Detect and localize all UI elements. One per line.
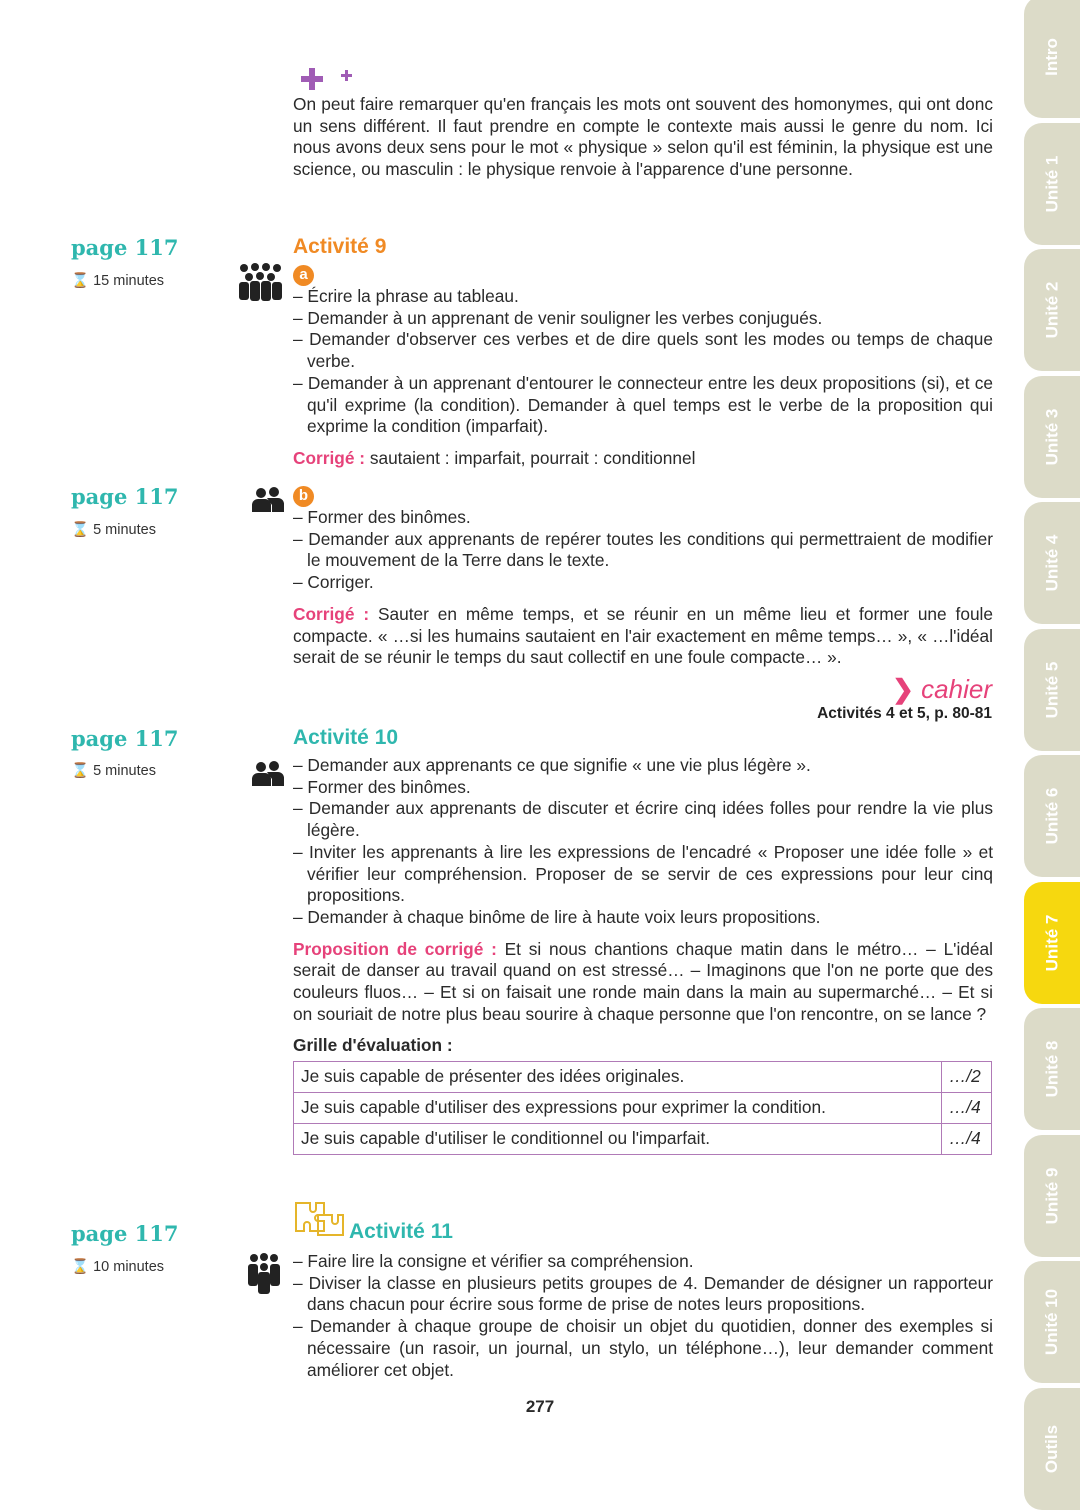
unit-tab[interactable] bbox=[1024, 755, 1080, 877]
class-group-icon bbox=[236, 262, 284, 307]
page-ref: page 117 bbox=[71, 726, 179, 751]
corrige: Corrigé : sautaient : imparfait, pourrait : conditionnel bbox=[293, 447, 696, 468]
corrige: Corrigé : Sauter en même temps, et se réunir en un même lieu et former une foule compacte. « …si les humains sautaient en l'air exactement en même temps… », « …l'idéal serait de se réunir le temps du saut collectif en une foule compacte… ». bbox=[293, 603, 994, 668]
duration: ⌛ 10 minutes bbox=[71, 1259, 165, 1275]
step-badge: a bbox=[293, 265, 314, 286]
unit-tab-label: Unité 9 bbox=[1042, 1167, 1061, 1224]
puzzle-hands-icon bbox=[293, 1198, 345, 1243]
score: …/4 bbox=[942, 1124, 992, 1155]
unit-tab[interactable] bbox=[1024, 882, 1080, 1004]
unit-tab[interactable] bbox=[1024, 249, 1080, 371]
unit-tab[interactable] bbox=[1024, 1008, 1080, 1130]
duration: ⌛ 15 minutes bbox=[71, 273, 165, 289]
list-item: – Demander d'observer ces verbes et de dire quels sont les modes ou temps de chaque verbe. bbox=[293, 329, 993, 372]
cahier-ref: Activités 4 et 5, p. 80-81 bbox=[817, 705, 992, 722]
list-item: – Former des binômes. bbox=[293, 776, 471, 797]
list-item: – Demander aux apprenants de repérer toutes les conditions qui permettraient de modifier le mouvement de la Terre dans le texte. bbox=[293, 528, 993, 571]
pair-icon bbox=[252, 760, 284, 791]
page-ref: page 117 bbox=[71, 235, 179, 260]
unit-tab-label: Unité 7 bbox=[1042, 914, 1061, 971]
list-item: – Demander à un apprenant d'entourer le connecteur entre les deux propositions (si), et ce qu'il exprime (la condition). Demander à quel temps est le verbe de la proposition qui exprime la condition (imparfait). bbox=[293, 372, 993, 437]
page-ref: page 117 bbox=[71, 484, 179, 509]
cahier-link[interactable]: ❯ cahier bbox=[892, 674, 992, 704]
list-item: – Demander à chaque binôme de lire à haute voix leurs propositions. bbox=[293, 906, 821, 927]
unit-tab[interactable] bbox=[1024, 1261, 1080, 1383]
duration: ⌛ 5 minutes bbox=[71, 522, 156, 538]
group-icon bbox=[247, 1252, 281, 1299]
unit-tab[interactable] bbox=[1024, 629, 1080, 751]
activity-title: Activité 11 bbox=[349, 1220, 453, 1243]
unit-tab-label: Outils bbox=[1041, 1424, 1061, 1473]
table-row bbox=[294, 1093, 992, 1124]
table-row bbox=[294, 1124, 992, 1155]
criterion: Je suis capable de présenter des idées originales. bbox=[294, 1062, 942, 1093]
hourglass-icon: ⌛ bbox=[71, 1259, 90, 1275]
unit-tab[interactable] bbox=[1024, 376, 1080, 498]
hourglass-icon: ⌛ bbox=[71, 273, 90, 289]
chevron-right-icon: ❯ bbox=[892, 674, 914, 704]
list-item: – Demander à chaque groupe de choisir un objet du quotidien, donner des exemples si nécessaire (un rasoir, un journal, un stylo, un téléphone…), leur demander comment améliorer cet objet. bbox=[293, 1316, 993, 1380]
list-item: – Écrire la phrase au tableau. bbox=[293, 286, 519, 306]
criterion: Je suis capable d'utiliser des expressions pour exprimer la condition. bbox=[294, 1093, 942, 1124]
unit-tab-label: Unité 10 bbox=[1042, 1288, 1062, 1356]
unit-tab-label: Unité 2 bbox=[1042, 281, 1061, 339]
list-item: – Demander à un apprenant de venir souligner les verbes conjugués. bbox=[293, 307, 823, 328]
hourglass-icon: ⌛ bbox=[71, 763, 90, 779]
unit-tab[interactable] bbox=[1024, 502, 1080, 624]
activity-title: Activité 10 bbox=[293, 726, 399, 749]
unit-tab[interactable] bbox=[1024, 1135, 1080, 1257]
hourglass-icon: ⌛ bbox=[71, 522, 90, 538]
step-badge: b bbox=[293, 486, 314, 507]
corrige: Proposition de corrigé : Et si nous chantions chaque matin dans le métro… – L'idéal serait de danser au travail quand on est stressé… – Imaginons que l'on ne porte que des couleurs fluos… – Et si on faisait une ronde main dans la main au supermarché… – Et si on souriait de notre plus beau sourire à chaque personne que l'on rencontre, on se lance ? bbox=[293, 938, 993, 1024]
pair-icon bbox=[252, 486, 284, 517]
unit-tab-label: Unité 5 bbox=[1042, 661, 1061, 718]
unit-tab[interactable] bbox=[1024, 123, 1080, 245]
unit-tab-label: Unité 8 bbox=[1042, 1040, 1061, 1098]
list-item: – Inviter les apprenants à lire les expressions de l'encadré « Proposer une idée folle » et vérifier leur compréhension. Proposer de se servir de ces expressions pour leur cinq propositions. bbox=[293, 841, 993, 906]
evaluation-grid bbox=[293, 1061, 992, 1155]
table-row bbox=[294, 1062, 992, 1093]
page-ref: page 117 bbox=[71, 1221, 179, 1246]
list-item: – Corriger. bbox=[293, 572, 374, 593]
list-item: – Demander aux apprenants ce que signifie « une vie plus légère ». bbox=[293, 755, 811, 775]
criterion: Je suis capable d'utiliser le conditionnel ou l'imparfait. bbox=[294, 1124, 942, 1155]
unit-tab-label: Unité 4 bbox=[1042, 534, 1061, 592]
unit-tab-label: Intro bbox=[1042, 38, 1061, 76]
unit-tab-label: Unité 1 bbox=[1042, 155, 1061, 212]
list-item: – Former des binômes. bbox=[293, 507, 471, 527]
list-item: – Demander aux apprenants de discuter et écrire cinq idées folles pour rendre la vie plus légère. bbox=[293, 798, 993, 841]
page-number: 277 bbox=[525, 1397, 555, 1416]
unit-tab[interactable] bbox=[1024, 0, 1080, 118]
unit-tabs bbox=[1022, 0, 1080, 1473]
activity-title: Activité 9 bbox=[293, 235, 387, 258]
unit-tab-label: Unité 6 bbox=[1042, 787, 1061, 845]
unit-tab-label: Unité 3 bbox=[1042, 408, 1061, 465]
score: …/4 bbox=[942, 1093, 992, 1124]
grille-title: Grille d'évaluation : bbox=[293, 1035, 453, 1056]
list-item: – Faire lire la consigne et vérifier sa compréhension. bbox=[293, 1251, 694, 1271]
duration: ⌛ 5 minutes bbox=[71, 763, 156, 779]
list-item: – Diviser la classe en plusieurs petits groupes de 4. Demander de désigner un rapporteur dans chacun pour écrire sous forme de prise de notes leurs propositions. bbox=[293, 1272, 993, 1315]
score: …/2 bbox=[942, 1062, 992, 1093]
intro-note: On peut faire remarquer qu'en français les mots ont souvent des homonymes, qui ont donc un sens différent. Il faut prendre en compte le contexte mais aussi le genre du nom. Ici nous avons deux sens pour le mot « physique » selon qu'il est féminin, la physique est une science, ou masculin : le physique renvoie à l'apparence d'une personne. bbox=[293, 94, 993, 180]
